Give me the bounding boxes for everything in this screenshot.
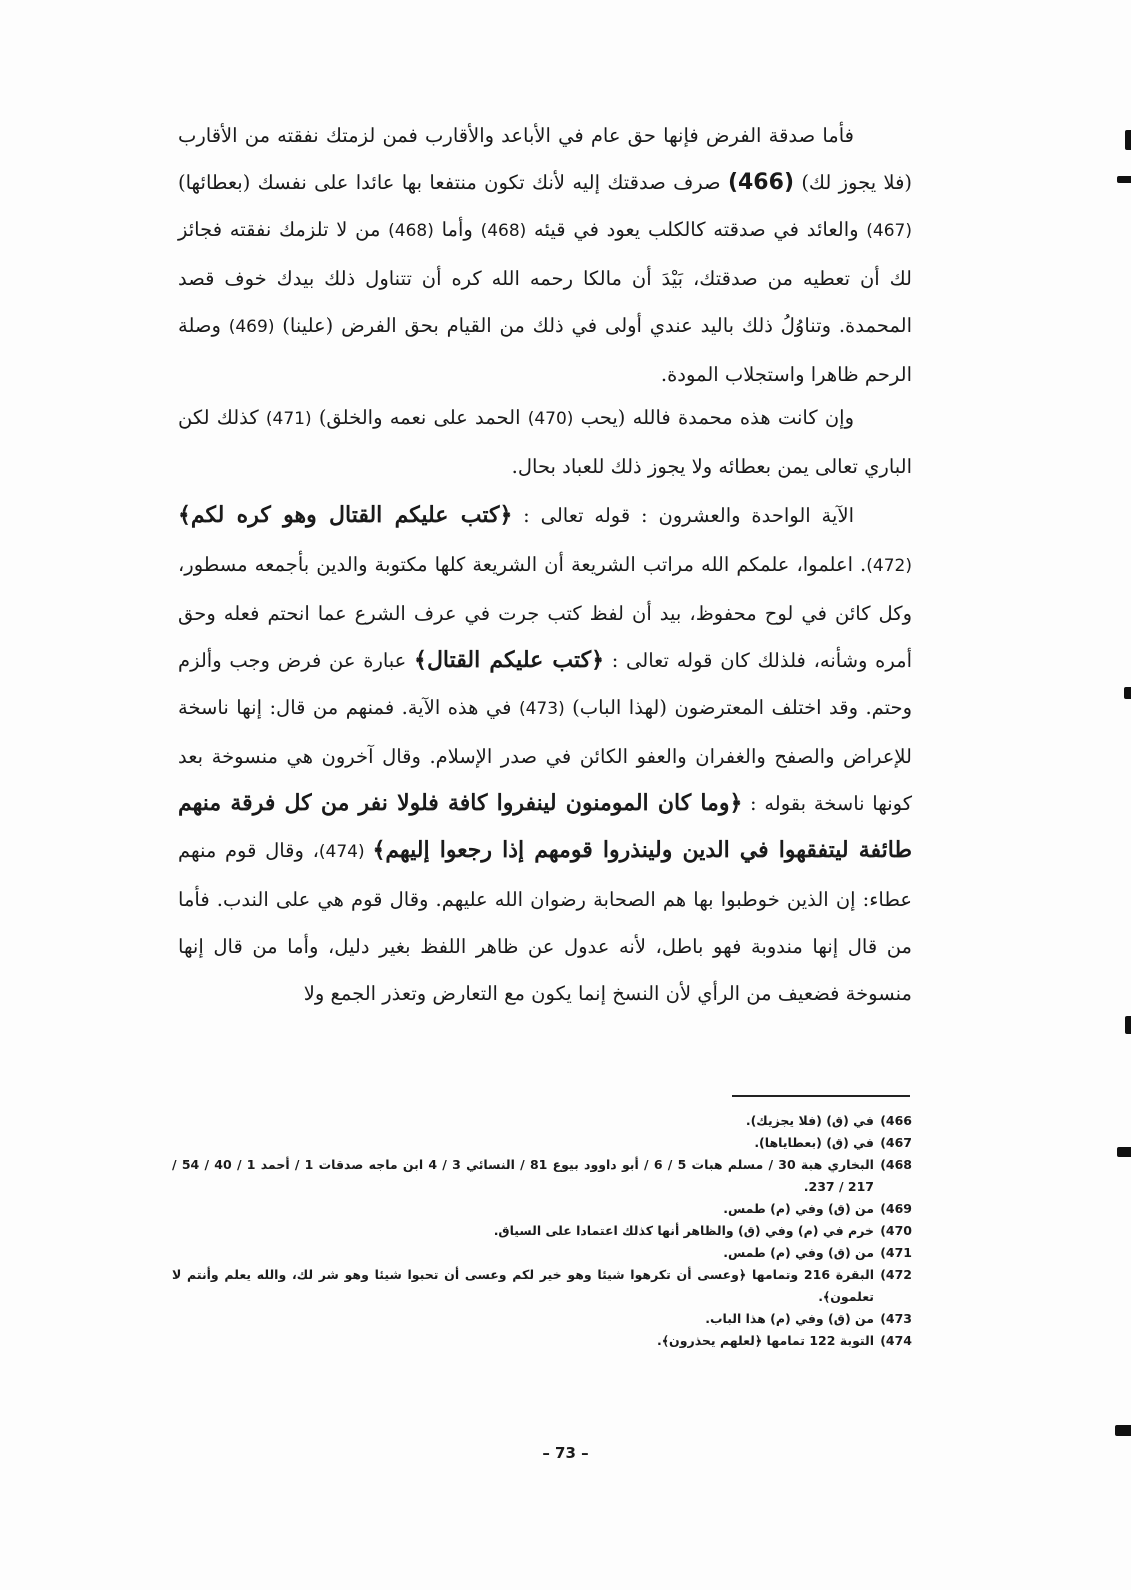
text-run: صرف صدقتك إليه لأنك تكون منتفعا بها عائدا على نفسك (بعطائها) xyxy=(178,171,728,194)
footnote-text: في (ق) (بعطاياها). xyxy=(754,1135,874,1150)
text-run: ، وقال قوم منهم عطاء: إن الذين خوطبوا بها هم الصحابة رضوان الله عليهم. وقال قوم هي على الندب. فأما من قال إنها مندوبة فهو باطل، لأنه عدول عن ظاهر اللفظ بغير دليل، وأما من قال إنها منسوخة فضعيف من الرأي لأن النسخ إنما يكون مع التعارض وتعذر الجمع ولا xyxy=(178,839,912,1005)
footnote-divider xyxy=(732,1095,910,1097)
scan-edge-mark xyxy=(1124,687,1131,699)
footnote-text: في (ق) (فلا يجزيك). xyxy=(745,1113,874,1128)
footnote-number: 469) xyxy=(880,1201,912,1216)
quran-quote: ﴿وما كان المومنون لينفروا كافة فلولا نفر من كل فرقة منهم طائفة ليتفقهوا في الدين ولينذروا قومهم إذا رجعوا إليهم﴾ xyxy=(178,790,912,863)
footnote-number: 472) xyxy=(880,1267,912,1282)
footnote-text: خرم في (م) وفي (ق) والظاهر أنها كذلك اعتمادا على السياق. xyxy=(493,1223,874,1238)
footnote-number: 470) xyxy=(880,1223,912,1238)
footnote-ref-468: (468) xyxy=(480,221,527,241)
footnote-number: 471) xyxy=(880,1245,912,1260)
text-run: الآية الواحدة والعشرون : قوله تعالى : xyxy=(512,504,854,527)
footnote-ref-469: (469) xyxy=(228,317,275,337)
footnote-ref-470: (470) xyxy=(527,409,574,429)
footnote-item xyxy=(172,1330,912,1352)
footnote-item xyxy=(172,1308,912,1330)
footnote-ref-473: (473) xyxy=(518,699,565,719)
footnote-item xyxy=(172,1110,912,1132)
text-run: وأما xyxy=(433,218,481,241)
footnotes-list xyxy=(172,1110,912,1352)
paragraph-charity-obligation xyxy=(178,112,912,398)
text-run: فأما صدقة الفرض فإنها حق عام في الأباعد والأقارب فمن لزمتك نفقته من الأقارب (فلا يجوز لك) xyxy=(178,124,912,194)
footnote-text: البخاري هبة 30 / مسلم هبات 5 / 6 / أبو داوود بيوع 81 / النسائي 3 / 4 ابن ماجه صدقات 1 / أحمد 1 / 40 / 54 / 217 / 237. xyxy=(172,1157,874,1194)
footnote-item xyxy=(172,1220,912,1242)
text-run: وإن كانت هذه محمدة فالله (يحب xyxy=(573,406,855,429)
footnote-text: البقرة 216 وتمامها ﴿وعسى أن تكرهوا شيئا وهو خير لكم وعسى أن تحبوا شيئا وهو شر لك، والله يعلم وأنتم لا تعلمون﴾. xyxy=(172,1267,874,1304)
footnote-text: من (ق) وفي (م) طمس. xyxy=(723,1201,874,1216)
footnote-number: 473) xyxy=(880,1311,912,1326)
scan-edge-mark xyxy=(1125,1016,1131,1034)
quran-quote: ﴿كتب عليكم القتال وهو كره لكم﴾ xyxy=(178,502,513,528)
text-run: كذلك لكن الباري تعالى يمن بعطائه ولا يجوز ذلك للعباد بحال. xyxy=(178,406,912,478)
footnote-ref-466: (466) xyxy=(727,170,794,195)
footnote-ref-471: (471) xyxy=(265,409,312,429)
footnote-text: التوبة 122 تمامها ﴿لعلهم يحذرون﴾. xyxy=(656,1333,874,1348)
footnote-ref-467: (467) xyxy=(866,221,912,241)
paragraph-praise xyxy=(178,394,912,490)
footnote-number: 468) xyxy=(880,1157,912,1172)
text-run: عبارة عن فرض وجب وألزم وحتم. وقد اختلف المعترضون (لهذا الباب) xyxy=(178,649,913,719)
footnote-item xyxy=(172,1198,912,1220)
scan-edge-mark xyxy=(1117,1147,1131,1157)
text-run: من لا تلزمك نفقته فجائز لك أن تعطيه من صدقتك، بَيْدَ أن مالكا رحمه الله كره أن تتناول ذلك بيدك خوف قصد المحمدة. وتناوُلُ ذلك باليد عندي أولى في ذلك من القيام بحق الفرض (علينا) xyxy=(178,218,912,337)
footnote-ref-468b: (468) xyxy=(388,221,434,241)
page-number: – 73 – xyxy=(542,1444,589,1462)
scan-edge-mark xyxy=(1125,130,1131,150)
scan-edge-mark xyxy=(1115,1425,1131,1436)
quran-quote: ﴿كتب عليكم القتال﴾ xyxy=(414,647,605,673)
footnote-item xyxy=(172,1154,912,1198)
text-run: الحمد على نعمه والخلق) xyxy=(311,406,528,429)
text-run: والعائد في صدقته كالكلب يعود في قيئه xyxy=(526,218,867,241)
footnote-item xyxy=(172,1242,912,1264)
text-run: . اعلموا، علمكم الله مراتب الشريعة أن الشريعة كلها مكتوبة والدين بأجمعه مسطور، وكل كائن في لوح محفوظ، بيد أن لفظ كتب جرت في عرف الشرع عما انحتم فعله وحق أمره وشأنه، فلذلك كان قوله تعالى : xyxy=(178,553,912,672)
paragraph-verse-21 xyxy=(178,492,912,1017)
text-run: في هذه الآية. فمنهم من قال: إنها ناسخة للإعراض والصفح والغفران والعفو الكائن في صدر الإسلام. وقال آخرون هي منسوخة بعد كونها ناسخة بقوله : xyxy=(178,696,912,815)
footnote-ref-474: (474) xyxy=(318,842,373,862)
footnote-item xyxy=(172,1132,912,1154)
footnote-ref-472: (472) xyxy=(866,556,912,576)
text-run: وصلة الرحم ظاهرا واستجلاب المودة. xyxy=(178,314,912,386)
footnote-text: من (ق) وفي (م) طمس. xyxy=(723,1245,874,1260)
footnote-number: 467) xyxy=(880,1135,912,1150)
footnote-item xyxy=(172,1264,912,1308)
footnote-number: 474) xyxy=(880,1333,912,1348)
scan-edge-mark xyxy=(1117,176,1131,183)
footnote-number: 466) xyxy=(880,1113,912,1128)
footnote-text: من (ق) وفي (م) هذا الباب. xyxy=(705,1311,874,1326)
